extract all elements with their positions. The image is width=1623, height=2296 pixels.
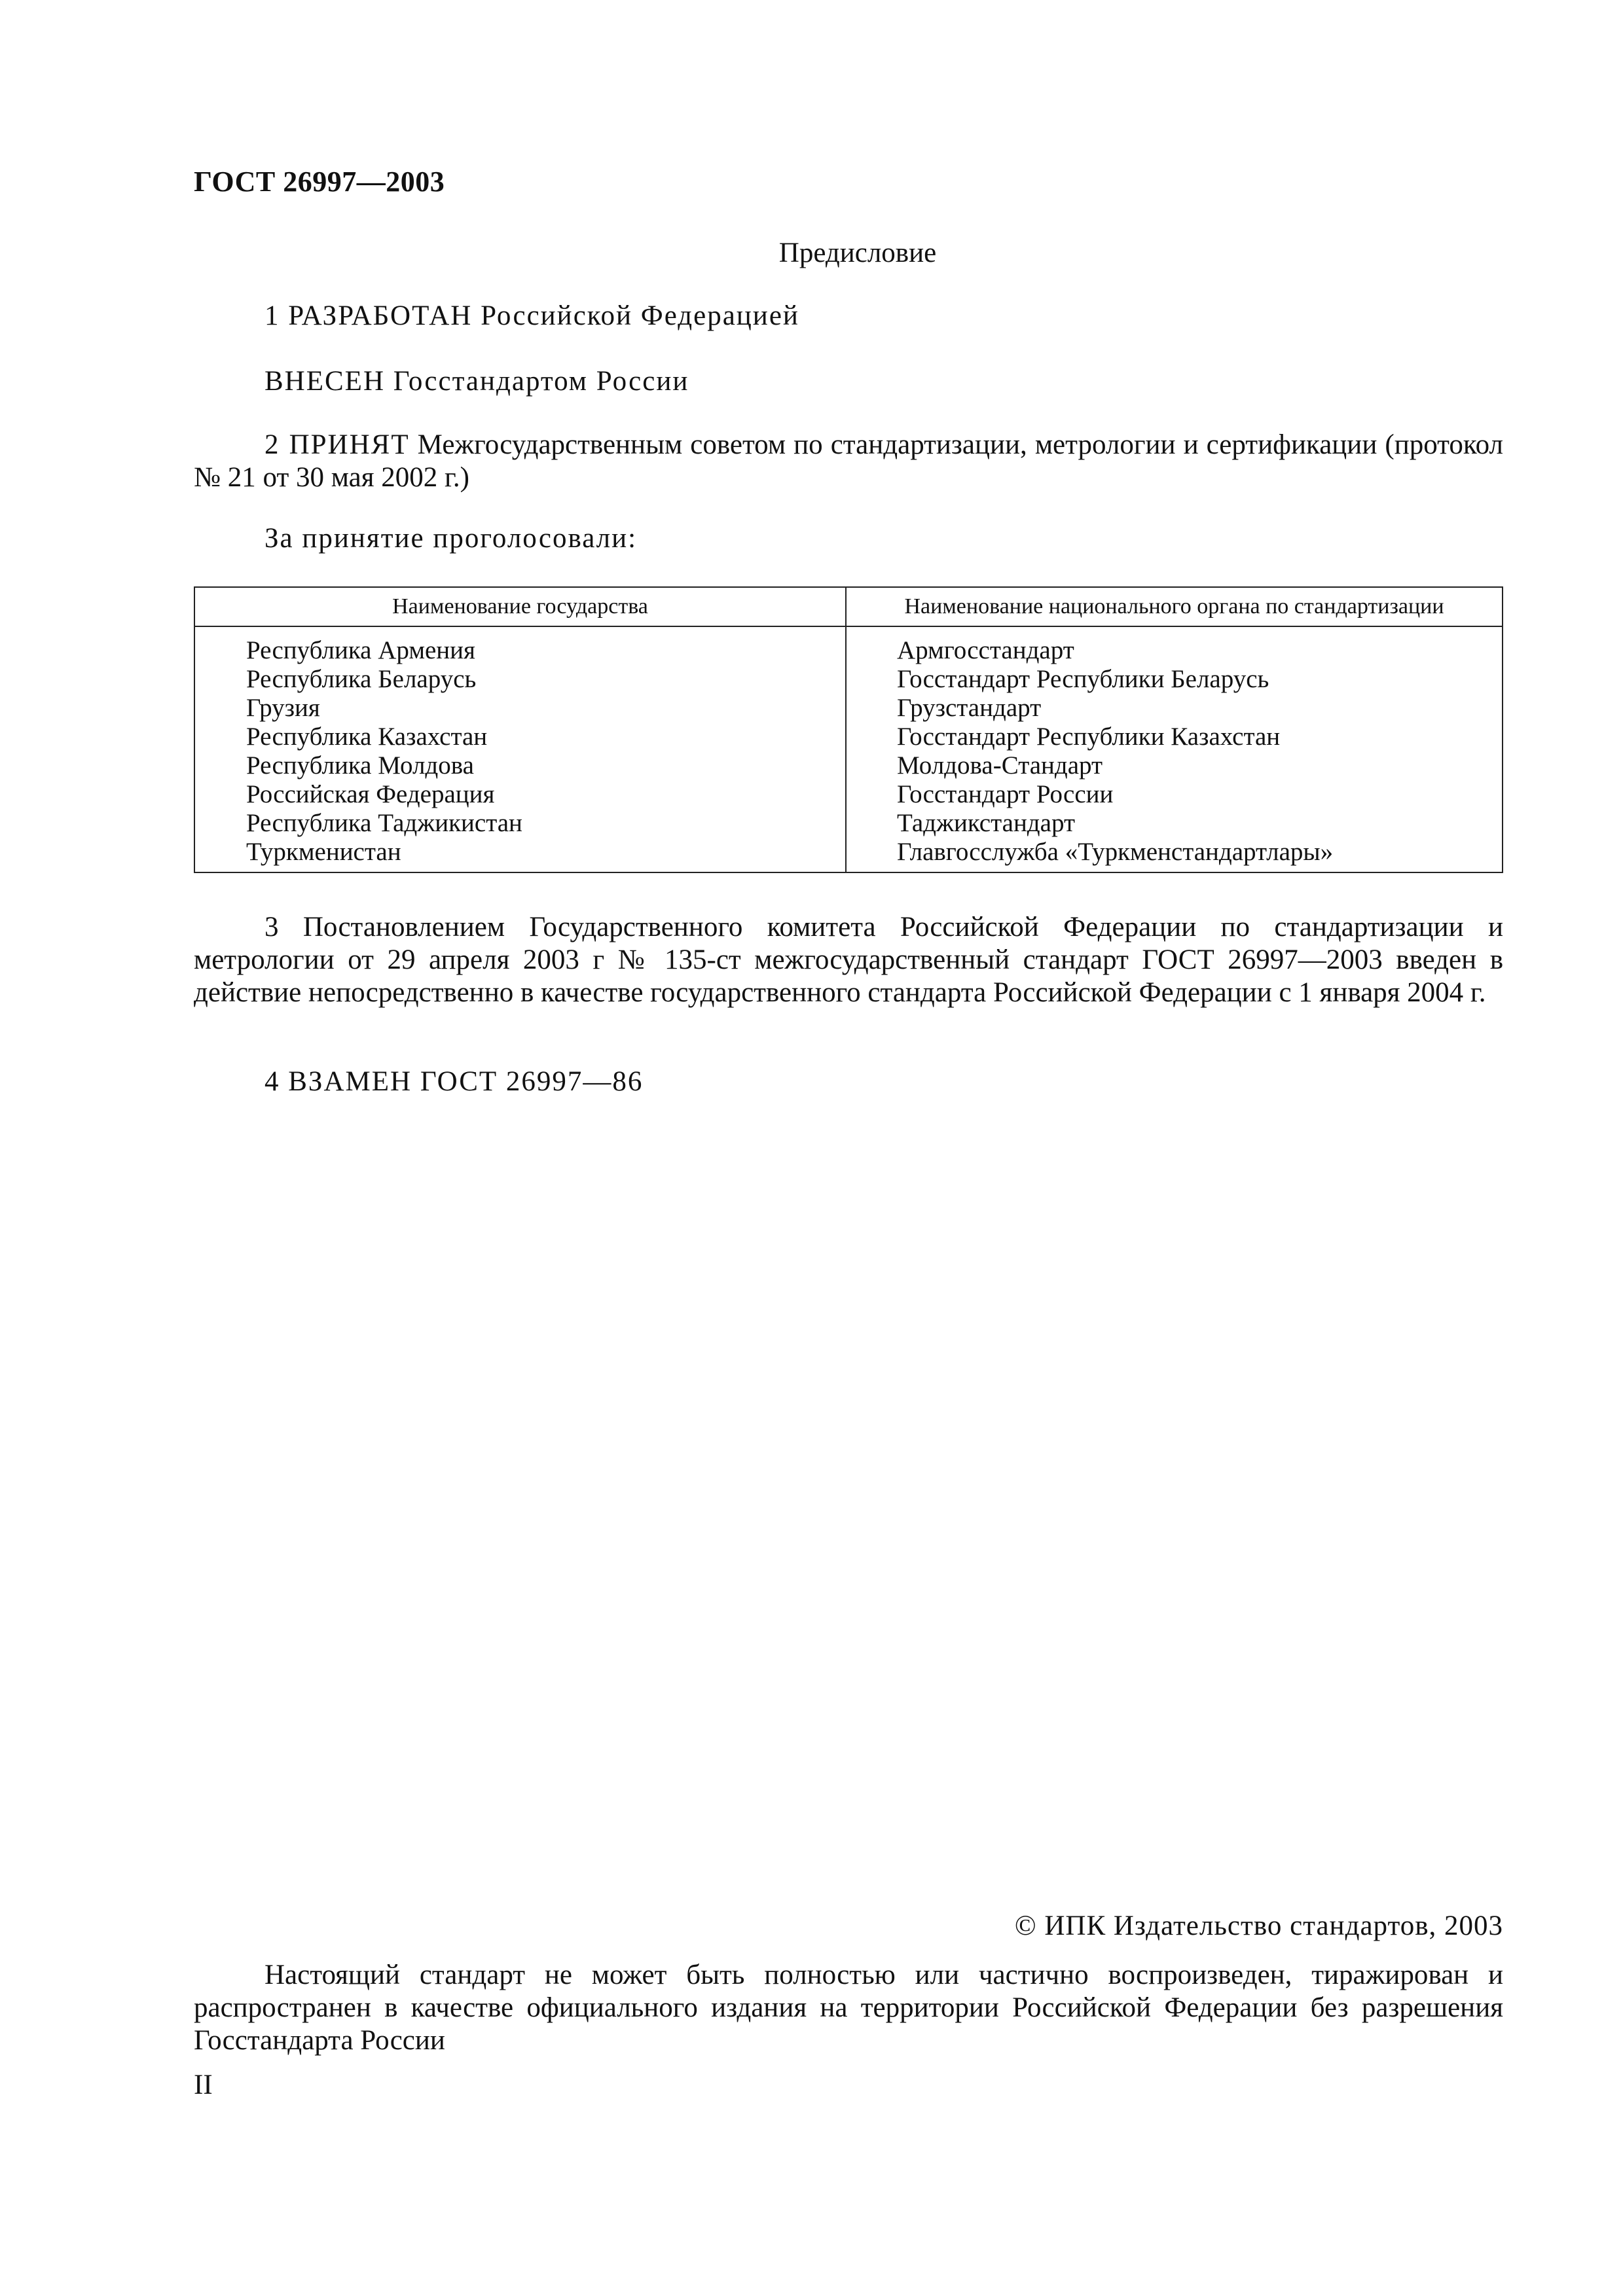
- table-cell-body: Госстандарт Республики Казахстан: [897, 723, 1281, 751]
- voting-table-header: [195, 588, 1502, 627]
- table-cell-body: Грузстандарт: [897, 694, 1042, 722]
- table-cell-body: Главгосслужба «Туркменстандартлары»: [897, 838, 1334, 866]
- item-2-prefix: 2 ПРИНЯТ: [264, 429, 410, 460]
- table-cell-state: Грузия: [246, 694, 320, 722]
- column-header-state: Наименование государства: [392, 594, 648, 619]
- body-column: [897, 636, 1333, 867]
- reproduction-notice: Настоящий стандарт не может быть полностью или частично воспроизведен, тиражирован и распространен в качестве официального издания на территории Российской Федерации без разрешения Госстандарта России: [194, 1960, 1503, 2056]
- table-cell-state: Республика Беларусь: [246, 665, 477, 693]
- item-1-submitted: ВНЕСЕН Госстандартом России: [264, 366, 689, 397]
- column-divider: [845, 588, 847, 872]
- table-cell-body: Молдова-Стандарт: [897, 751, 1103, 780]
- table-cell-body: Госстандарт России: [897, 780, 1114, 808]
- item-3-resolution: 3 Постановлением Государственного комитета Российской Федерации по стандартизации и метрологии от 29 апреля 2003 г № 135-ст межгосударственный стандарт ГОСТ 26997—2003 введен в действие непосредственно в качестве государственного стандарта Российской Федерации с 1 января 2004 г.: [194, 912, 1503, 1008]
- voting-table: [194, 586, 1503, 873]
- column-header-body: Наименование национального органа по стандартизации: [904, 594, 1444, 619]
- table-cell-state: Республика Таджикистан: [246, 809, 522, 837]
- table-cell-state: Российская Федерация: [246, 780, 495, 808]
- table-cell-state: Республика Армения: [246, 636, 475, 664]
- copyright-notice: © ИПК Издательство стандартов, 2003: [1014, 1910, 1503, 1941]
- item-4-replaces: 4 ВЗАМЕН ГОСТ 26997—86: [264, 1066, 644, 1097]
- state-column: [246, 636, 522, 867]
- table-cell-body: Госстандарт Республики Беларусь: [897, 665, 1269, 693]
- table-cell-state: Республика Молдова: [246, 751, 474, 780]
- item-1-developed: 1 РАЗРАБОТАН Российской Федерацией: [264, 300, 799, 331]
- foreword-title: Предисловие: [778, 238, 937, 268]
- item-2-adopted: [194, 429, 1503, 494]
- item-2-text: Межгосударственным советом по стандартизации, метрологии и сертификации (протокол № 21 от 30 мая 2002 г.): [194, 429, 1503, 493]
- standard-code-header: ГОСТ 26997—2003: [194, 166, 445, 198]
- voted-intro: За принятие проголосовали:: [264, 523, 638, 554]
- table-cell-state: Республика Казахстан: [246, 723, 488, 751]
- table-cell-body: Армгосстандарт: [897, 636, 1074, 664]
- page-number: II: [194, 2070, 213, 2100]
- table-cell-state: Туркменистан: [246, 838, 401, 866]
- table-cell-body: Таджикстандарт: [897, 809, 1075, 837]
